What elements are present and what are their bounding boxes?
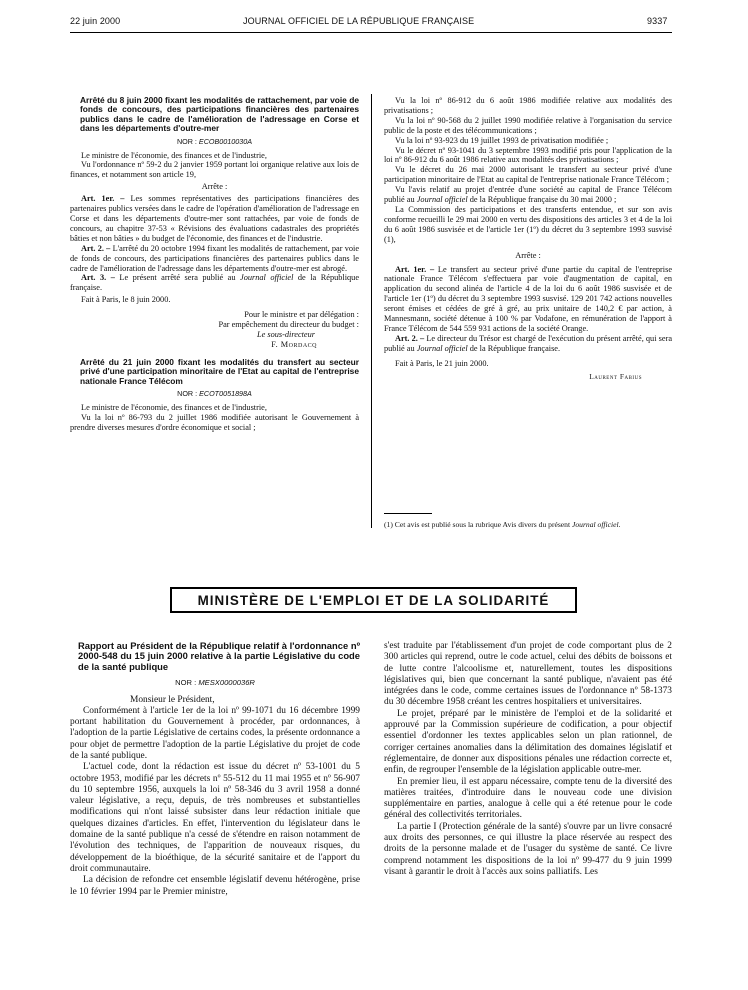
nor-code: ECOT0051898A — [199, 388, 252, 398]
arrete2-p2: Vu la loi nº 86-793 du 2 juillet 1986 modifiée autorisant le Gouvernement à prendre diverses mesures d'ordre économique et social ; — [70, 412, 359, 432]
top-left-column — [70, 96, 359, 433]
art-text: L'arrêté du 20 octobre 1994 fixant les modalités de rattachement, par voie de fonds de concours, des participations financières des partenaires publics dans le cadre de l'amélioration de l'adressage dans les départements d'outre-mer est abrogé. — [70, 243, 360, 273]
journal-officiel-ref: Journal officiel — [416, 343, 468, 353]
arrete1-nor — [70, 137, 359, 147]
nor-label: NOR : — [175, 678, 197, 688]
arrete2-art2 — [384, 334, 672, 354]
arrete2-title: Arrêté du 21 juin 2000 fixant les modalités du transfert au secteur privé d'une participation minoritaire de l'Etat au capital de l'entreprise nationale France Télécom — [80, 356, 359, 386]
top-right-column — [384, 96, 672, 381]
header-rule — [70, 32, 672, 33]
arrete1-art2 — [70, 244, 359, 274]
arrete1-art1 — [70, 194, 359, 244]
bottom-right-column — [384, 641, 672, 878]
visa-5: Vu le décret du 26 mai 2000 autorisant le transfert au secteur privé d'une participation minoritaire de l'Etat au capital de l'entreprise nationale France Télécom ; — [384, 165, 672, 185]
arrete1-sig2: Par empêchement du directeur du budget : — [218, 320, 359, 330]
column-divider — [371, 94, 372, 528]
visa-text: de la République française du 30 mai 2000 ; — [469, 195, 617, 205]
journal-officiel-ref: Journal officiel — [240, 273, 294, 283]
header-page-number: 9337 — [647, 16, 668, 26]
rapport-p2: L'actuel code, dont la rédaction est issue du décret nº 53-1001 du 5 octobre 1953, modifié par les décrets nº 55-512 du 11 mai 1955 et nº 56-907 du 10 septembre 1956, auxquels la loi nº 58-346 du 3 avril 1958 a donné valeur législative, a reçu, depuis, de très nombreuses et substantielles modifications qui n'ont laissé subsister dans leur rédaction initiale que quelques dizaines d'articles. En effet, l'intervention du législateur dans le domaine de la santé publique n'a cessé de s'étendre en raison notamment de l'évolution des techniques, de l'apparition de nouveaux risques, du développement de la bioéthique, de la sécurité sanitaire et de l'apport du droit communautaire. — [70, 762, 360, 874]
arrete2-nor — [70, 389, 359, 399]
visa-6 — [384, 185, 672, 205]
journal-officiel-ref: Journal officiel — [416, 195, 468, 205]
arrete1-sig1: Pour le ministre et par délégation : — [244, 310, 359, 320]
art-label: Art. 1er. – — [81, 194, 125, 204]
visa-7: La Commission des participations et des transferts entendue, et sur son avis conforme recueilli le 29 mai 2000 en vertu des dispositions des articles 3 et 4 de la loi du 6 août 1986 susvisée et de l'article 1er (1º) du décret du 3 septembre 1993 susvisé (1), — [384, 204, 672, 244]
rapport-p1: Conformément à l'article 1er de la loi nº 99-1071 du 16 décembre 1999 portant habilitation du Gouvernement à procéder, par ordonnances, à l'adoption de la partie Législative de certains codes, la présente ordonnance a pour objet de permettre l'adoption de la partie Législative du projet de code de la santé publique. — [70, 705, 360, 761]
art-label: Art. 2. – — [81, 243, 111, 253]
art-text: Les sommes représentatives des participations financières des partenaires publics versées dans le cadre de l'opération d'amélioration de l'adressage en Corse et dans les départements d'outre-mer sont rattachées, par voie de fonds de concours, au chapitre 37-53 « Révisions des évaluations cadastrales des propriétés bâties et non bâties » du budget de l'économie, des finances et de l'industrie. — [70, 194, 359, 243]
nor-code: MESX0000036R — [198, 678, 255, 688]
journal-officiel-ref: Journal officiel. — [572, 520, 621, 529]
art-text: Le présent arrêté sera publié au — [119, 273, 236, 283]
arrete1-arrete: Arrête : — [201, 182, 228, 192]
arrete1-title: Arrêté du 8 juin 2000 fixant les modalités de rattachement, par voie de fonds de concours, des participations financières des partenaires publics dans le cadre de l'amélioration de l'adressage en Corse et dans les départements d'outre-mer — [80, 95, 359, 134]
arrete1-sig4: F. Mordacq — [271, 339, 317, 349]
art-label: Art. 1er. – — [395, 264, 435, 274]
rapport-p7: La partie I (Protection générale de la santé) s'ouvre par un livre consacré aux droits des personnes, ce qui illustre la place réservée au respect des droits de la personne malade et de l'usager du système de santé. Ce livre comprend notamment les dispositions de la loi nº 99-477 du 9 juin 1999 visant à garantir le droit à l'accès aux soins palliatifs. Les — [384, 821, 672, 877]
rapport-salutation: Monsieur le Président, — [130, 694, 215, 705]
rapport-p5: Le projet, préparé par le ministère de l'emploi et de la solidarité et approuvé par la Commission supérieure de codification, a pour objectif essentiel d'ordonner les textes applicables selon un plan rationnel, de corriger certaines anomalies dans la délimitation des domaines législatif et réglementaire, de donner aux dispositions pénales une rédaction correcte et, enfin, de regrouper l'ensemble de la législation applicable outre-mer. — [384, 708, 672, 776]
art-text: de la République française. — [469, 343, 561, 353]
arrete1-fait: Fait à Paris, le 8 juin 2000. — [81, 295, 171, 305]
header-date: 22 juin 2000 — [70, 16, 121, 26]
footnote-text: (1) Cet avis est publié sous la rubrique Avis divers du présent — [384, 520, 571, 529]
arrete2-arrete: Arrête : — [515, 250, 541, 260]
footnote — [384, 520, 672, 529]
art-text: Le directeur du Trésor est chargé de l'exécution du présent arrêté, qui sera publié au — [384, 333, 673, 353]
arrete2-p1: Le ministre de l'économie, des finances et de l'industrie, — [81, 402, 267, 412]
rapport-p3: La décision de refondre cet ensemble législatif devenu hétérogène, prise le 10 février 1994 par le Premier ministre, — [70, 875, 360, 897]
arrete1-art3 — [70, 273, 359, 293]
visa-1: Vu la loi nº 86-912 du 6 août 1986 modifiée relative aux modalités des privatisations ; — [384, 96, 672, 115]
arrete1-p2: Vu l'ordonnance nº 59-2 du 2 janvier 1959 portant loi organique relative aux lois de finances, et notamment son article 19, — [70, 160, 359, 180]
art-label: Art. 3. – — [81, 273, 115, 283]
footnote-rule — [384, 513, 432, 514]
header-journal-title: JOURNAL OFFICIEL DE LA RÉPUBLIQUE FRANÇAISE — [243, 16, 475, 26]
nor-label: NOR : — [176, 136, 197, 146]
arrete2-art1 — [384, 265, 672, 334]
art-label: Art. 2. – — [395, 333, 425, 343]
visa-3: Vu la loi nº 93-923 du 19 juillet 1993 de privatisation modifiée ; — [395, 135, 609, 145]
nor-label: NOR : — [177, 388, 198, 398]
art-text: de la République française. — [70, 273, 359, 293]
arrete1-sig3: Le sous-directeur — [257, 329, 315, 339]
visa-text: Vu l'avis relatif au projet d'entrée d'une société au capital de France Télécom publié au — [384, 185, 672, 205]
rapport-p4: s'est traduite par l'établissement d'un projet de code comportant plus de 2 300 articles qui reprend, outre le code actuel, celui des débits de boissons et de lutte contre l'alcoolisme et, naturellement, toutes les dispositions législatives qui, bien que concernant la santé publique, n'avaient pas été intégrées dans le code, comme certaines issues de l'ordonnance nº 58-1373 du 30 décembre 1958 créant les centres hospitaliers et universitaires. — [384, 641, 672, 708]
nor-code: ECOB0010030A — [198, 136, 253, 146]
arrete2-fait: Fait à Paris, le 21 juin 2000. — [395, 358, 489, 368]
ministry-banner: MINISTÈRE DE L'EMPLOI ET DE LA SOLIDARITÉ — [170, 587, 577, 613]
rapport-p6: En premier lieu, il est apparu nécessaire, compte tenu de la diversité des matières traitées, d'introduire dans le nouveau code une division supplémentaire en parties, analogue à celle qui a été retenue pour le code général des collectivités territoriales. — [384, 776, 672, 821]
bottom-left-column — [70, 641, 360, 898]
visa-2: Vu la loi nº 90-568 du 2 juillet 1990 modifiée relative à l'organisation du service public de la poste et des télécommunications ; — [384, 115, 672, 135]
art-text: Le transfert au secteur privé d'une partie du capital de l'entreprise nationale France Télécom s'effectuera par voie d'augmentation de capital, en application du second alinéa de l'article 4 de la loi du 6 août 1986 susvisée et de l'article 1er (1º) du décret du 3 septembre 1993 susvisé. 129 201 742 actions nouvelles seront émises et cédées de gré à gré, au prix unitaire de 140,2 € par action, à Mannesmann, société détenue à 100 % par Vodafone, en rémunération de l'apport à France Télécom de 544 559 931 actions de la société Orange. — [384, 264, 673, 333]
rapport-nor — [70, 677, 360, 688]
visa-4: Vu le décret nº 93-1041 du 3 septembre 1993 modifié pris pour l'application de la loi nº 86-912 du 6 août 1986 relative aux modalités des privatisations ; — [384, 145, 672, 165]
arrete1-p1: Le ministre de l'économie, des finances et de l'industrie, — [81, 150, 267, 160]
arrete2-signature: Laurent Fabius — [589, 371, 642, 381]
rapport-title: Rapport au Président de la République relatif à l'ordonnance nº 2000-548 du 15 juin 2000 relative à la partie Législative du code de la santé publique — [78, 640, 360, 672]
